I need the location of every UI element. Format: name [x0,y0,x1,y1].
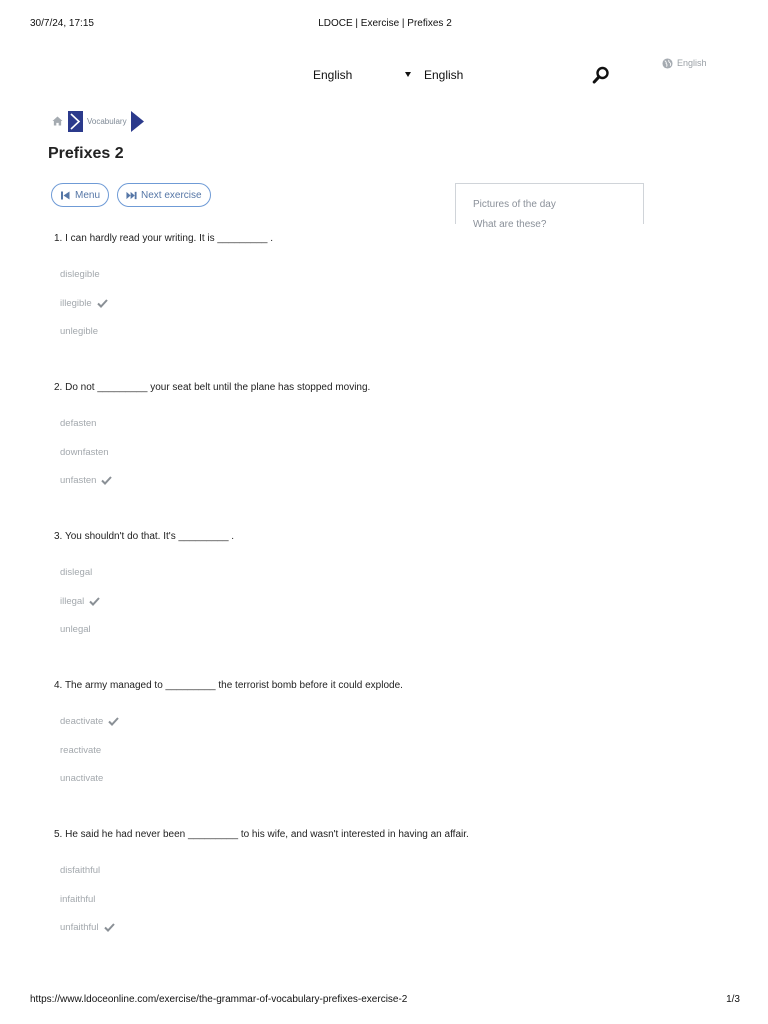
question-text: 2. Do not _________ your seat belt until the plane has stopped moving. [54,382,371,393]
question-text: 4. The army managed to _________ the terrorist bomb before it could explode. [54,680,403,691]
arrow-right-icon [68,111,83,132]
answer-option[interactable] [54,624,554,653]
print-header [30,18,740,32]
site-language-switch[interactable] [662,57,707,69]
arrow-right-icon [130,111,145,132]
question-text: 3. You shouldn't do that. It's _________ . [54,531,235,542]
page-title: Prefixes 2 [48,145,124,162]
print-date: 30/7/24, 17:15 [30,18,94,29]
search-icon[interactable] [592,66,610,84]
chevron-down-icon[interactable] [405,72,411,77]
answer-option-label: infaithful [60,893,96,905]
answer-option-label: reactivate [60,744,102,756]
answer-options [54,418,554,504]
answer-option[interactable] [54,716,554,745]
answer-option[interactable] [54,475,554,504]
answer-option-label: disfaithful [60,865,101,876]
question [54,232,554,381]
answer-option[interactable] [54,298,554,327]
answer-option[interactable] [54,745,554,774]
language-bar [0,66,768,86]
answer-option[interactable] [54,596,554,625]
pictures-of-the-day-panel[interactable] [455,183,644,230]
print-url: https://www.ldoceonline.com/exercise/the-grammar-of-vocabulary-prefixes-exercise-2 [30,994,408,1005]
next-exercise-button[interactable] [117,183,211,207]
answer-options [54,269,554,355]
answer-option-label: unactivate [60,773,104,784]
answer-option[interactable] [54,447,554,476]
exercise-nav [51,183,211,207]
answer-option-label: illegible [60,297,92,309]
answer-option-label: deactivate [60,716,104,727]
breadcrumb-vocabulary-link[interactable]: Vocabulary [87,116,127,126]
answer-option-label: illegal [60,595,85,607]
answer-option[interactable] [54,922,554,951]
question-text: 1. I can hardly read your writing. It is _________ . [54,233,274,244]
menu-button[interactable] [51,183,109,207]
answer-option-label: unfaithful [60,922,99,933]
skip-forward-icon [126,191,137,200]
globe-icon [662,58,673,69]
question [54,530,554,679]
question-list [54,232,554,977]
answer-option-label: dislegible [60,269,100,280]
answer-option[interactable] [54,567,554,596]
answer-option[interactable] [54,773,554,802]
answer-option[interactable] [54,269,554,298]
answer-options [54,716,554,802]
answer-option-label: unlegible [60,326,99,337]
home-icon[interactable] [52,116,63,126]
next-exercise-button-label: Next exercise [141,189,202,201]
answer-option[interactable] [54,865,554,894]
check-icon [97,299,108,308]
pictures-of-the-day-question: What are these? [473,219,547,230]
site-language-label: English [677,58,707,68]
check-icon [108,717,119,726]
question [54,679,554,828]
answer-option[interactable] [54,894,554,923]
check-icon [89,597,100,606]
question [54,828,554,977]
breadcrumb [52,110,149,132]
print-page-number: 1/3 [726,994,740,1005]
question [54,381,554,530]
check-icon [104,923,115,932]
answer-option[interactable] [54,418,554,447]
answer-option[interactable] [54,326,554,355]
pictures-of-the-day-title: Pictures of the day [473,199,556,210]
to-language-select[interactable]: English [424,68,464,82]
answer-option-label: unlegal [60,624,91,635]
menu-button-label: Menu [75,189,101,201]
print-footer [30,994,740,1008]
answer-option-label: downfasten [60,446,109,458]
answer-options [54,567,554,653]
answer-option-label: defasten [60,418,97,429]
answer-option-label: dislegal [60,567,93,578]
print-document-title: LDOCE | Exercise | Prefixes 2 [318,18,452,29]
answer-options [54,865,554,951]
question-text: 5. He said he had never been _________ to his wife, and wasn't interested in having an affair. [54,829,469,840]
skip-back-icon [60,191,71,200]
check-icon [101,476,112,485]
from-language-select[interactable]: English [313,68,353,82]
answer-option-label: unfasten [60,475,97,486]
